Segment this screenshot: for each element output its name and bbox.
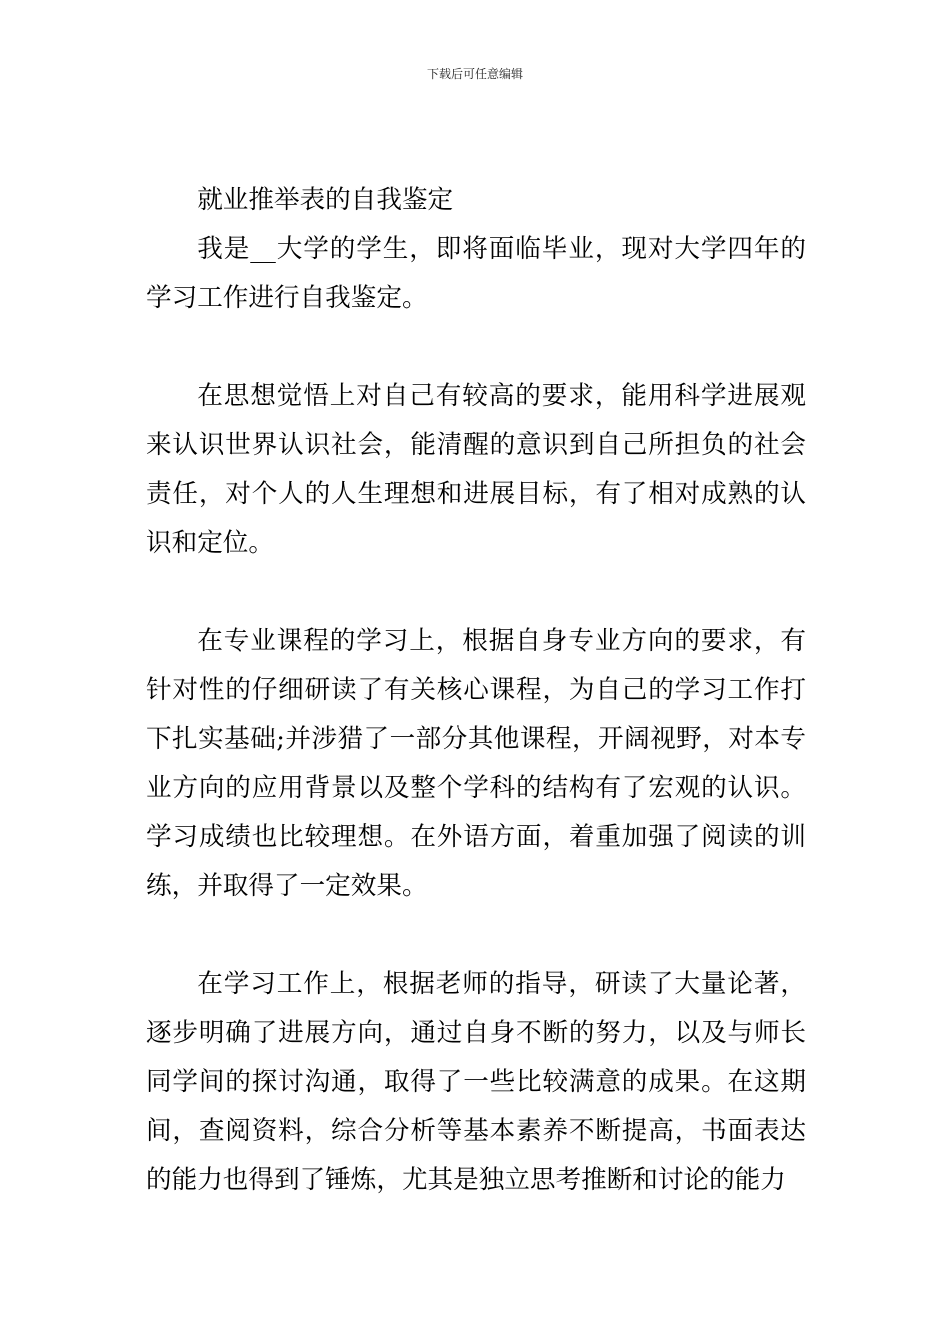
paragraph-research: 在学习工作上，根据老师的指导，研读了大量论著，逐步明确了进展方向，通过自身不断的努力，以及与师长同学间的探讨沟通，取得了一些比较满意的成果。在这期间，查阅资料，综合分析等基本素养不断提高，书面表达的能力也得到了锤炼，尤其是独立思考推断和讨论的能力 bbox=[146, 969, 806, 1195]
paragraph-ideology: 在思想觉悟上对自己有较高的要求，能用科学进展观来认识世界认识社会，能清醒的意识到自己所担负的社会责任，对个人的人生理想和进展目标，有了相对成熟的认识和定位。 bbox=[146, 381, 806, 558]
paragraph-coursework: 在专业课程的学习上，根据自身专业方向的要求，有针对性的仔细研读了有关核心课程，为自己的学习工作打下扎实基础;并涉猎了一部分其他课程，开阔视野，对本专业方向的应用背景以及整个学科的结构有了宏观的认识。学习成绩也比较理想。在外语方面，着重加强了阅读的训练，并取得了一定效果。 bbox=[146, 626, 806, 901]
paragraph-intro: 我是__大学的学生，即将面临毕业，现对大学四年的学习工作进行自我鉴定。 bbox=[146, 234, 806, 313]
page-header: 下载后可任意编辑 bbox=[426, 67, 523, 81]
document-body bbox=[146, 176, 806, 1205]
document-title: 就业推举表的自我鉴定 bbox=[197, 185, 454, 215]
